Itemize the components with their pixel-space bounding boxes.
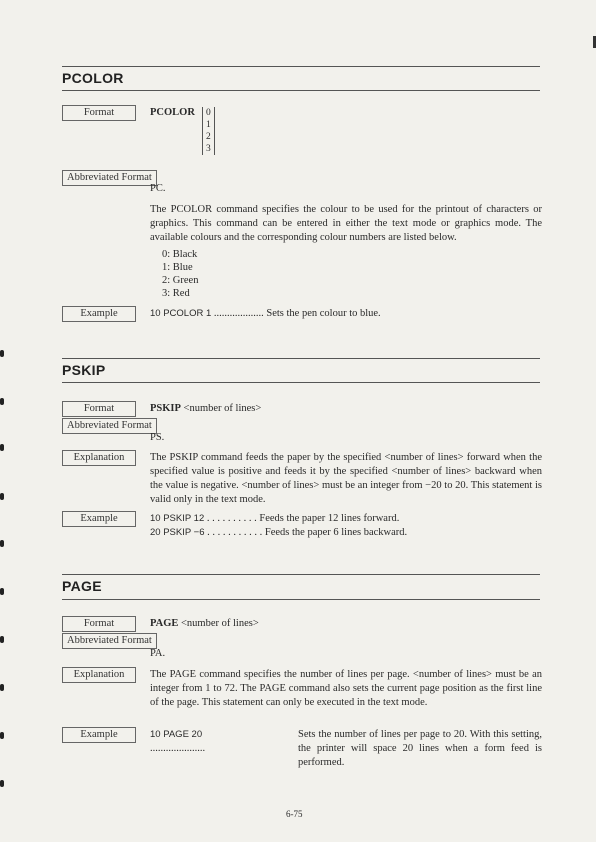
abbreviated-format: PA. (150, 648, 166, 659)
example-code: 10 PSKIP 12 (150, 513, 205, 524)
binding-hole (0, 540, 4, 547)
explanation-label: Explanation (62, 450, 136, 466)
example-label: Example (62, 306, 136, 322)
binding-hole (0, 636, 4, 643)
example-label: Example (62, 511, 136, 527)
example-description: Sets the pen colour to blue. (266, 308, 381, 319)
section-rule-top (62, 66, 540, 67)
binding-hole (0, 732, 4, 739)
colour-item: 3: Red (162, 288, 190, 299)
format-command: PSKIP (150, 403, 181, 414)
format-argument: <number of lines> (183, 403, 262, 414)
format-label: Format (62, 401, 136, 417)
binding-hole (0, 684, 4, 691)
example-description: Sets the number of lines per page to 20. With this setting, the printer will space 20 lines when a form feed is performed. (298, 729, 542, 768)
section-rule-bottom (62, 382, 540, 383)
format-line (150, 617, 259, 631)
choice-item: 0 (202, 107, 215, 119)
format-label: Format (62, 105, 136, 121)
colour-item: 1: Blue (162, 262, 193, 273)
choice-item: 1 (202, 119, 215, 131)
example-code: 20 PSKIP −6 (150, 527, 205, 538)
abbreviated-format-label: Abbreviated Format (62, 633, 157, 649)
example-line (150, 526, 407, 540)
example-code: 10 PAGE 20 (150, 729, 203, 740)
abbreviated-format: PS. (150, 432, 165, 443)
colour-item: 0: Black (162, 249, 198, 260)
format-argument: <number of lines> (181, 618, 259, 629)
section-rule-top (62, 574, 540, 575)
section-title-pskip: PSKIP (62, 362, 106, 378)
section-rule-top (62, 358, 540, 359)
example-description: Feeds the paper 6 lines backward. (264, 527, 408, 538)
example-description: Feeds the paper 12 lines forward. (259, 513, 400, 524)
description: The PSKIP command feeds the paper by the specified <number of lines> forward when the specified value is positive and feeds it by the specified <number of lines> backward when the value is negative. <number of lines> must be an integer from −20 to 20. This statement is valid only in the text mode. (150, 452, 542, 505)
choice-item: 2 (202, 131, 215, 143)
colour-list (162, 248, 198, 300)
example-label: Example (62, 727, 136, 743)
example-leader: ................... (213, 308, 264, 319)
binding-hole (0, 398, 4, 405)
format-command: PAGE (150, 618, 179, 629)
example-code-line (150, 728, 236, 756)
binding-hole (0, 350, 4, 357)
example-line (150, 512, 399, 526)
abbreviated-format-label: Abbreviated Format (62, 170, 157, 186)
description: The PCOLOR command specifies the colour to be used for the printout of characters or graphics. This command can be entered in either the text mode or graphics mode. The available colours and the corresponding colour numbers are listed below. (150, 204, 542, 243)
section-title-pcolor: PCOLOR (62, 70, 124, 86)
example-leader: . . . . . . . . . . . (207, 527, 263, 538)
colour-item: 2: Green (162, 275, 199, 286)
page-number: 6-75 (286, 809, 303, 819)
choice-item: 3 (202, 143, 215, 155)
format-line (150, 402, 261, 416)
format-label: Format (62, 616, 136, 632)
format-choices (202, 107, 215, 155)
section-rule-bottom (62, 599, 540, 600)
format-command: PCOLOR (150, 107, 195, 118)
example-leader: . . . . . . . . . . (206, 513, 257, 524)
section-rule-bottom (62, 90, 540, 91)
abbreviated-format: PC. (150, 183, 166, 194)
explanation-label: Explanation (62, 667, 136, 683)
binding-hole (0, 444, 4, 451)
binding-hole (0, 780, 4, 787)
example-code: 10 PCOLOR 1 (150, 308, 212, 319)
example-line (150, 307, 381, 321)
binding-hole (0, 493, 4, 500)
binding-hole (0, 588, 4, 595)
description: The PAGE command specifies the number of lines per page. <number of lines> must be an integer from 1 to 72. The PAGE command also sets the current page position as the first line of the page. This statement can only be executed in the text mode. (150, 669, 542, 708)
example-leader: ..................... (150, 743, 206, 754)
abbreviated-format-label: Abbreviated Format (62, 418, 157, 434)
section-title-page: PAGE (62, 578, 102, 594)
